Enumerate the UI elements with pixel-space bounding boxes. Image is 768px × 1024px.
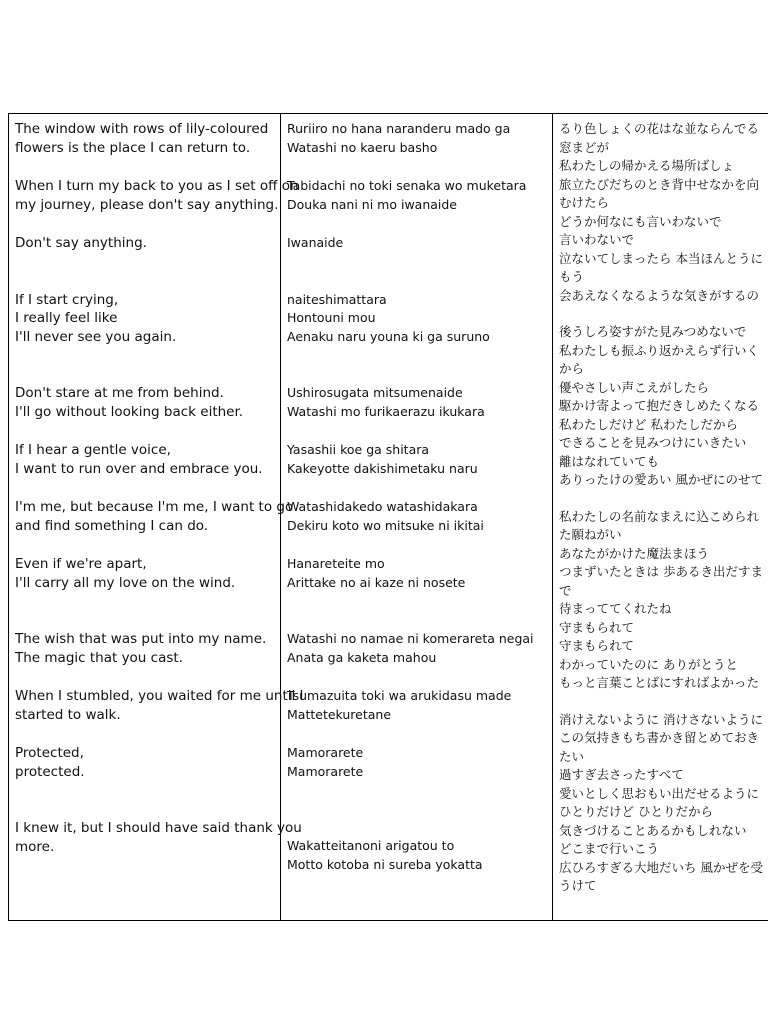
stanza	[15, 384, 274, 421]
lyric-line: どうか何なにも言いわないで	[559, 213, 722, 229]
stanza	[287, 291, 546, 347]
lyric-line: Don't say anything.	[15, 235, 147, 251]
lyric-line: るり色しょくの花はな並ならんでる窓まどが	[559, 121, 760, 155]
lyric-line: Watashi no kaeru basho	[287, 139, 438, 155]
lyric-line: Watashi no namae ni komerareta negai	[287, 631, 534, 646]
lyric-line: Douka nani ni mo iwanaide	[287, 196, 458, 212]
lyric-line: I'll never see you again.	[15, 328, 177, 345]
lyric-line: naiteshimattara	[287, 291, 387, 307]
stanza	[559, 508, 763, 693]
lyric-line: Ruriiro no hana naranderu mado ga	[287, 121, 511, 136]
stanza	[15, 291, 274, 347]
stanza	[15, 498, 294, 535]
lyric-line: 泣ないてしまったら 本当ほんとうにもう	[559, 250, 763, 284]
lyric-line: my journey, please don't say anything.	[15, 196, 279, 213]
stanza	[287, 498, 546, 535]
stanza	[15, 120, 274, 157]
stanza	[15, 177, 299, 214]
lyric-line: できることを見みつけにいきたい	[559, 435, 747, 450]
lyric-line: 広ひろすぎる大地だいち 風かぜを受うけて	[559, 859, 763, 893]
lyric-line: flowers is the place I can return to.	[15, 139, 251, 156]
english-column	[9, 114, 304, 921]
lyric-line: Even if we're apart,	[15, 556, 147, 572]
lyric-line: 守まもられて	[559, 619, 635, 635]
lyric-line: わかっていたのに ありがとうと	[559, 656, 738, 672]
lyric-line: I want to run over and embrace you.	[15, 460, 263, 477]
japanese-column	[553, 114, 768, 921]
lyric-line: 過すぎ去さったすべて	[559, 767, 684, 782]
lyric-line: 会あえなくなるような気きがするの	[559, 287, 760, 303]
lyric-line: Protected,	[15, 745, 84, 761]
lyric-line: Motto kotoba ni sureba yokatta	[287, 856, 483, 872]
lyric-line: When I turn my back to you as I set off on	[15, 178, 299, 194]
lyric-line: Mattetekuretane	[287, 706, 392, 722]
lyric-line: Wakatteitanoni arigatou to	[287, 838, 455, 853]
stanza	[287, 744, 546, 781]
lyric-line: どこまで行いこう	[559, 841, 660, 856]
lyric-line: The magic that you cast.	[15, 649, 183, 666]
stanza	[287, 177, 546, 214]
stanza	[287, 120, 546, 157]
lyric-line: ひとりだけど ひとりだから	[559, 804, 713, 819]
lyric-line: Watashi mo furikaerazu ikukara	[287, 403, 485, 419]
stanza	[287, 441, 546, 478]
lyric-line: 消けえないように 消けさないように	[559, 711, 763, 727]
lyric-line: Iwanaide	[287, 235, 344, 250]
lyric-line: 待まっててくれたね	[559, 601, 672, 616]
lyric-line: 愛いとしく思おもい出だせるように	[559, 785, 760, 801]
lyric-line: Yasashii koe ga shitara	[287, 442, 430, 457]
stanza	[559, 120, 763, 305]
lyric-line: Don't stare at me from behind.	[15, 385, 224, 401]
lyric-line: 私わたしの帰かえる場所ばしょ	[559, 158, 735, 173]
stanza	[15, 744, 274, 781]
lyric-line: I'm me, but because I'm me, I want to go	[15, 499, 294, 515]
lyric-line: Ushirosugata mitsumenaide	[287, 385, 463, 400]
lyric-line: I'll carry all my love on the wind.	[15, 574, 236, 591]
stanza	[287, 555, 546, 592]
lyric-line: ありったけの愛あい 風かぜにのせて	[559, 472, 763, 487]
lyric-line: and find something I can do.	[15, 517, 209, 534]
stanza	[15, 687, 304, 724]
lyric-line: more.	[15, 838, 55, 855]
lyric-line: Mamorarete	[287, 745, 364, 760]
lyric-line: 私わたしの名前なまえに込こめられた願ねがい	[559, 508, 760, 542]
lyric-line: Arittake no ai kaze ni nosete	[287, 574, 466, 590]
lyric-line: Aenaku naru youna ki ga suruno	[287, 328, 490, 344]
lyric-line: Dekiru koto wo mitsuke ni ikitai	[287, 517, 484, 533]
lyric-line: Anata ga kaketa mahou	[287, 649, 437, 665]
lyric-line: あなたがかけた魔法まほう	[559, 545, 710, 561]
lyric-line: 私わたしも振ふり返かえらず行いくから	[559, 342, 760, 376]
lyric-line: この気持きもち書かき留とめておきたい	[559, 730, 760, 764]
lyric-line: 後うしろ姿すがた見みつめないで	[559, 324, 747, 339]
stanza	[287, 687, 546, 724]
lyric-line: I'll go without looking back either.	[15, 403, 244, 420]
lyric-line: 守まもられて	[559, 638, 635, 653]
lyric-line: 離はなれていても	[559, 453, 660, 469]
stanza	[559, 323, 763, 490]
lyric-line: 優やさしい声こえがしたら	[559, 379, 710, 395]
lyric-line: The window with rows of lily-coloured	[15, 121, 269, 137]
lyric-line: When I stumbled, you waited for me until I	[15, 688, 304, 704]
romaji-column	[281, 114, 553, 921]
lyric-line: 気きづけることあるかもしれない	[559, 822, 747, 838]
stanza	[287, 234, 546, 253]
lyric-line: つまずいたときは 歩あるき出だすまで	[559, 564, 763, 598]
lyric-line: Tabidachi no toki senaka wo muketara	[287, 178, 527, 193]
lyric-line: 言いわないで	[559, 232, 635, 247]
lyric-line: 私わたしだけど 私わたしだから	[559, 416, 738, 432]
stanza	[559, 711, 763, 896]
lyric-line: I knew it, but I should have said thank you	[15, 820, 302, 836]
lyric-line: 駆かけ寄よって抱だきしめたくなる	[559, 398, 760, 413]
table-row	[9, 114, 768, 921]
lyric-line: If I start crying,	[15, 291, 119, 308]
lyric-line: Kakeyotte dakishimetaku naru	[287, 460, 478, 476]
lyric-line: Watashidakedo watashidakara	[287, 499, 478, 514]
lyric-line: protected.	[15, 763, 85, 780]
lyric-line: もっと言葉ことばにすればよかった	[559, 675, 760, 690]
stanza	[287, 837, 546, 874]
lyric-line: started to walk.	[15, 706, 121, 723]
stanza	[287, 384, 546, 421]
lyric-line: I really feel like	[15, 310, 118, 326]
stanza	[287, 630, 546, 667]
stanza	[15, 555, 274, 592]
lyrics-table	[8, 113, 768, 921]
lyric-line: 旅立たびだちのとき背中せなかを向むけたら	[559, 176, 760, 210]
lyric-line: Mamorarete	[287, 763, 364, 779]
lyric-line: Hontouni mou	[287, 310, 376, 325]
stanza	[15, 630, 274, 667]
lyric-line: The wish that was put into my name.	[15, 631, 267, 647]
stanza	[15, 234, 274, 253]
stanza	[15, 819, 302, 856]
lyric-line: Hanareteite mo	[287, 556, 385, 571]
lyric-line: If I hear a gentle voice,	[15, 442, 171, 458]
stanza	[15, 441, 274, 478]
lyric-line: Tsumazuita toki wa arukidasu made	[287, 688, 512, 703]
